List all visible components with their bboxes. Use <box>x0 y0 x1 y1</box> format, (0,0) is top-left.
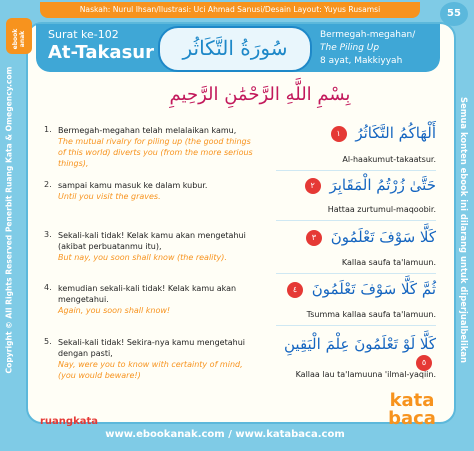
verse-arabic-number: ١ <box>331 126 347 142</box>
verse-translation <box>58 125 258 169</box>
verse-number: 2. <box>44 180 52 189</box>
verse-arabic-number: ٥ <box>416 355 432 371</box>
verse-arabic-number: ٣ <box>306 230 322 246</box>
verse-transliteration: Tsumma kallaa saufa ta'lamuun. <box>306 310 436 319</box>
verse-arabic-number: ٤ <box>287 282 303 298</box>
verse-translation-en: Again, you soon shall know! <box>58 306 171 315</box>
surah-ayat-count: 8 ayat, Makkiyyah <box>320 56 403 66</box>
basmalah: بِسْمِ اللَّهِ الرَّحْمَٰنِ الرَّحِيمِ <box>169 84 351 105</box>
verse-translation-id: kemudian sekali-kali tidak! Kelak kamu akan mengetahui. <box>58 284 237 304</box>
verse-transliteration: Kallaa lau ta'lamuuna 'ilmal-yaqiin. <box>295 370 436 379</box>
surah-number: Surat ke-102 <box>48 28 119 41</box>
verse-translation <box>58 230 258 263</box>
verse-arabic-text: ثُمَّ كَلَّا سَوْفَ تَعْلَمُونَ <box>311 280 436 298</box>
disclaimer-text: Semua konten ebook ini dilarang untuk diperjualbelikan <box>459 97 469 363</box>
verse-divider <box>276 273 436 274</box>
footer-urls: www.ebookanak.com / www.katabaca.com <box>105 429 345 440</box>
verse-divider <box>276 220 436 221</box>
verse-arabic-text: حَتَّىٰ زُرْتُمُ الْمَقَابِرَ <box>329 176 436 194</box>
verse-arabic-text: كَلَّا سَوْفَ تَعْلَمُونَ <box>330 228 436 246</box>
verse-arabic <box>276 124 436 142</box>
verse-translation-id: sampai kamu masuk ke dalam kubur. <box>58 181 208 190</box>
verse-divider <box>276 170 436 171</box>
verse-transliteration: Kallaa saufa ta'lamuun. <box>341 258 436 267</box>
verse-divider <box>276 325 436 326</box>
surah-arabic-title: سُورَةُ التَّكَاثُر <box>158 26 312 72</box>
surah-meaning-en: The Piling Up <box>320 43 380 53</box>
ebook-tab-label: ebook anak <box>12 28 26 50</box>
katabaca-logo-top: kata <box>389 390 435 411</box>
ruangkata-logo: ruangkata <box>40 416 99 427</box>
verse-translation <box>58 180 258 202</box>
verse-arabic <box>276 228 436 246</box>
verse-arabic <box>276 176 436 194</box>
verse-number: 5. <box>44 337 52 346</box>
verse-transliteration: Al-haakumut-takaatsur. <box>342 155 436 164</box>
surah-meaning-id: Bermegah-megahan/ <box>320 30 416 40</box>
verse-arabic-text: كَلَّا لَوْ تَعْلَمُونَ عِلْمَ الْيَقِينِ <box>284 335 436 353</box>
verse-arabic <box>276 280 436 298</box>
verse-arabic-text: أَلْهَاكُمُ التَّكَاثُرُ <box>355 124 436 142</box>
verse-translation <box>58 337 258 381</box>
verse-transliteration: Hattaa zurtumul-maqoobir. <box>327 205 436 214</box>
surah-name: At-Takasur <box>48 42 154 63</box>
verse-translation-en: The mutual rivalry for piling up (the good things of this world) diverts you (from the more serious things), <box>58 137 253 168</box>
verse-translation-id: Sekali-kali tidak! Sekira-nya kamu mengetahui dengan pasti, <box>58 338 246 358</box>
copyright-text: Copyright © All Rights Reserved Penerbit Ruang Kata & Omegency.com <box>4 66 14 374</box>
verse-number: 1. <box>44 125 52 134</box>
katabaca-logo <box>386 392 438 440</box>
verse-translation <box>58 283 258 316</box>
credits-bar: Naskah: Nurul Ihsan/Ilustrasi: Uci Ahmad Sanusi/Desain Layout: Yuyus Rusamsi <box>40 2 420 18</box>
side-right-strip <box>456 40 472 420</box>
verse-translation-en: Nay, were you to know with certainty of mind, (you would beware!) <box>58 360 243 380</box>
verse-translation-id: Bermegah-megahan telah melalaikan kamu, <box>58 126 237 135</box>
verse-arabic-number: ٢ <box>305 178 321 194</box>
verse-arabic <box>276 335 436 371</box>
verse-number: 4. <box>44 283 52 292</box>
verse-number: 3. <box>44 230 52 239</box>
verse-translation-id: Sekali-kali tidak! Kelak kamu akan mengetahui (akibat perbuatanmu itu), <box>58 231 246 251</box>
verse-translation-en: But nay, you soon shall know (the reality). <box>58 253 227 262</box>
verse-translation-en: Until you visit the graves. <box>58 192 161 201</box>
katabaca-logo-bottom: baca <box>388 408 436 429</box>
page-number: 55 <box>440 2 468 26</box>
side-left-strip <box>2 40 16 400</box>
